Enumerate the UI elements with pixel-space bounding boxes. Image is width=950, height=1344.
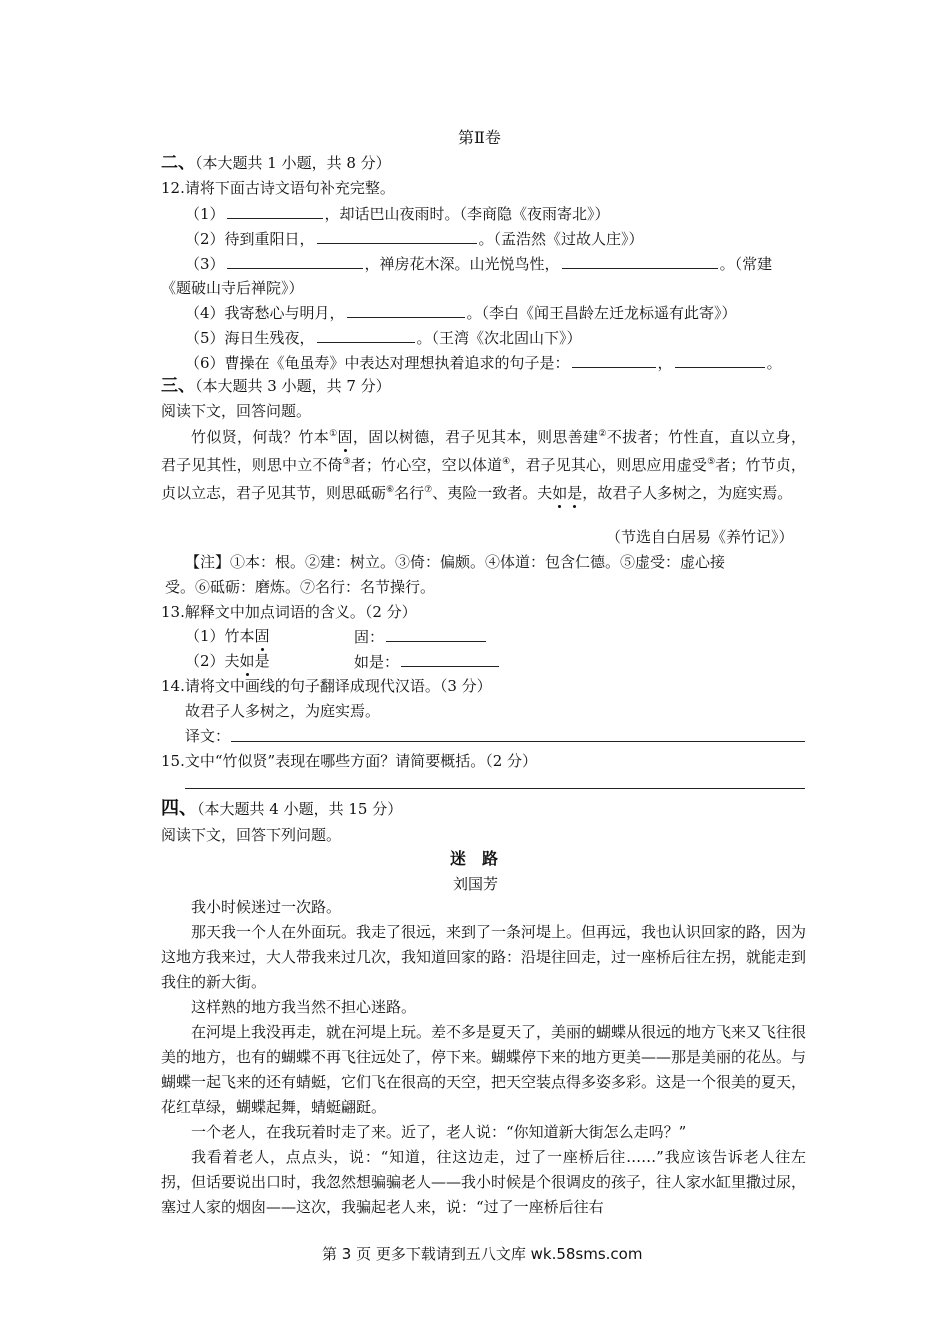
q12-item-3-cont: 《题破山寺后禅院》） [161, 279, 304, 297]
dotted-word: 是 [567, 484, 583, 502]
item-text: ，禅房花木深。山光悦鸟性， [364, 255, 560, 273]
q13-item-2: （2）夫如是 [185, 652, 270, 670]
dotted-word: 如 [552, 484, 568, 502]
section4-note: （本大题共 4 小题，共 15 分） [197, 800, 403, 818]
answer-blank[interactable] [347, 302, 465, 318]
story-paragraph: 那天我一个人在外面玩。我走了很远，来到了一条河堤上。但再远，我也认识回家的路，因为这地方我来过，大人带我来过几次，我知道回家的路：沿堤往回走，过一座桥后往左拐，就能走到我住的新大街。 [161, 923, 807, 991]
answer-blank[interactable] [572, 352, 656, 368]
q12-item-3 [185, 253, 772, 274]
q14-prompt: 14.请将文中画线的句子翻译成现代汉语。（3 分） [161, 677, 492, 695]
section2-heading: 二、 [161, 153, 195, 173]
story-paragraph: 我小时候迷过一次路。 [191, 898, 342, 916]
item-text: ，却话巴山夜雨时。（李商隐《夜雨寄北》） [324, 205, 610, 223]
notes-line-2: 受。⑥砥砺：磨炼。⑦名行：名节操行。 [165, 578, 436, 596]
q12-item-5 [185, 327, 582, 348]
passage-source: （节选自白居易《养竹记》） [606, 528, 794, 546]
page-footer: 第 3 页 更多下载请到五八文库 wk.58sms.com [322, 1245, 643, 1263]
answer-line[interactable] [231, 741, 805, 742]
item-text: （4）我寄愁心与明月， [185, 304, 345, 322]
story-title: 迷 路 [450, 849, 499, 868]
q12-prompt: 12.请将下面古诗文语句补充完整。 [161, 179, 395, 197]
item-text: （6）曹操在《龟虽寿》中表达对理想执着追求的句子是： [185, 354, 570, 372]
answer-blank[interactable] [675, 352, 765, 368]
volume-title: 第Ⅱ卷 [458, 128, 501, 147]
q12-item-6 [185, 352, 782, 373]
item-text: 。（孟浩然《过故人庄》） [478, 230, 644, 248]
q13-item-1: （1）竹本固 [185, 627, 270, 645]
item-text: 。（李白《闻王昌龄左迁龙标遥有此寄》） [466, 304, 737, 322]
section4-instruction: 阅读下文，回答下列问题。 [161, 826, 342, 844]
section3-note: （本大题共 3 小题，共 7 分） [195, 377, 391, 395]
answer-blank[interactable] [317, 228, 477, 244]
section2-header [161, 153, 391, 173]
answer-blank[interactable] [401, 651, 499, 667]
notes-line-1: 【注】①本：根。②建：树立。③倚：偏颇。④体道：包含仁德。⑤虚受：虚心接 [185, 553, 726, 571]
story-paragraph: 一个老人，在我玩着时走了来。近了，老人说：“你知道新大街怎么走吗？” [191, 1123, 687, 1141]
q13-prompt: 13.解释文中加点词语的含义。（2 分） [161, 603, 417, 621]
section2-note: （本大题共 1 小题，共 8 分） [195, 154, 391, 172]
section3-heading: 三、 [161, 376, 195, 396]
item-text: 。（常建 [719, 255, 773, 273]
story-paragraph: 这样熟的地方我当然不担心迷路。 [191, 998, 417, 1016]
answer-blank[interactable] [386, 626, 486, 642]
q13-answer-2: 如是： [354, 651, 501, 672]
q12-item-4 [185, 302, 737, 323]
item-text: 。（王湾《次北固山下》） [416, 329, 582, 347]
item-text: （2）待到重阳日， [185, 230, 315, 248]
dotted-word: 固 [337, 428, 353, 446]
story-author: 刘国芳 [453, 875, 499, 893]
answer-blank[interactable] [227, 253, 363, 269]
item-text: ， [657, 354, 673, 372]
item-num: （1） [185, 205, 225, 223]
q14-label: 译文： [185, 727, 231, 745]
classical-passage: 竹似贤，何哉？竹本①固，固以树德，君子见其本，则思善建②不拔者；竹性直，直以立身，君子见其性，则思中立不倚③者；竹心空，空以体道④，君子见其心，则思应用虚受⑤者；竹节贞，贞以立志，君子见其节，则思砥砺⑥名行⑦、夷险一致者。夫如是，故君子人多树之，为庭实焉。 [161, 428, 806, 502]
q14-sentence: 故君子人多树之，为庭实焉。 [185, 702, 381, 720]
section3-header [161, 376, 391, 396]
dotted-word: 如 [239, 652, 255, 670]
dotted-word: 固 [254, 627, 270, 645]
section4-header [161, 799, 402, 819]
section3-instruction: 阅读下文，回答问题。 [161, 402, 312, 420]
answer-blank[interactable] [227, 203, 323, 219]
q15-prompt: 15.文中“竹似贤”表现在哪些方面？请简要概括。（2 分） [161, 752, 538, 770]
story-paragraph: 在河堤上我没再走，就在河堤上玩。差不多是夏天了，美丽的蝴蝶从很远的地方飞来又飞往很美的地方，也有的蝴蝶不再飞往远处了，停下来。蝴蝶停下来的地方更美——那是美丽的花丛。与蝴蝶一起飞来的还有蜻蜓，它们飞在很高的天空，把天空装点得多姿多彩。这是一个很美的夏天，花红草绿，蝴蝶起舞，蜻蜓翩跹。 [161, 1023, 807, 1116]
item-num: （3） [185, 255, 225, 273]
q12-item-2 [185, 228, 644, 249]
story-paragraph: 我看着老人，点点头，说：“知道，往这边走，过了一座桥后往……”我应该告诉老人往左拐，但话要说出口时，我忽然想骗骗老人——我小时候是个很调皮的孩子，往人家水缸里撒过尿，塞过人家的烟囱——这次，我骗起老人来，说：“过了一座桥后往右 [161, 1148, 807, 1216]
item-text: （5）海日生残夜， [185, 329, 315, 347]
answer-blank[interactable] [562, 253, 718, 269]
answer-line[interactable] [185, 788, 805, 789]
item-text: 。 [766, 354, 782, 372]
q12-item-1 [185, 203, 610, 224]
answer-blank[interactable] [317, 327, 415, 343]
section4-heading: 四、 [161, 798, 197, 819]
q13-answer-1: 固： [354, 626, 488, 647]
